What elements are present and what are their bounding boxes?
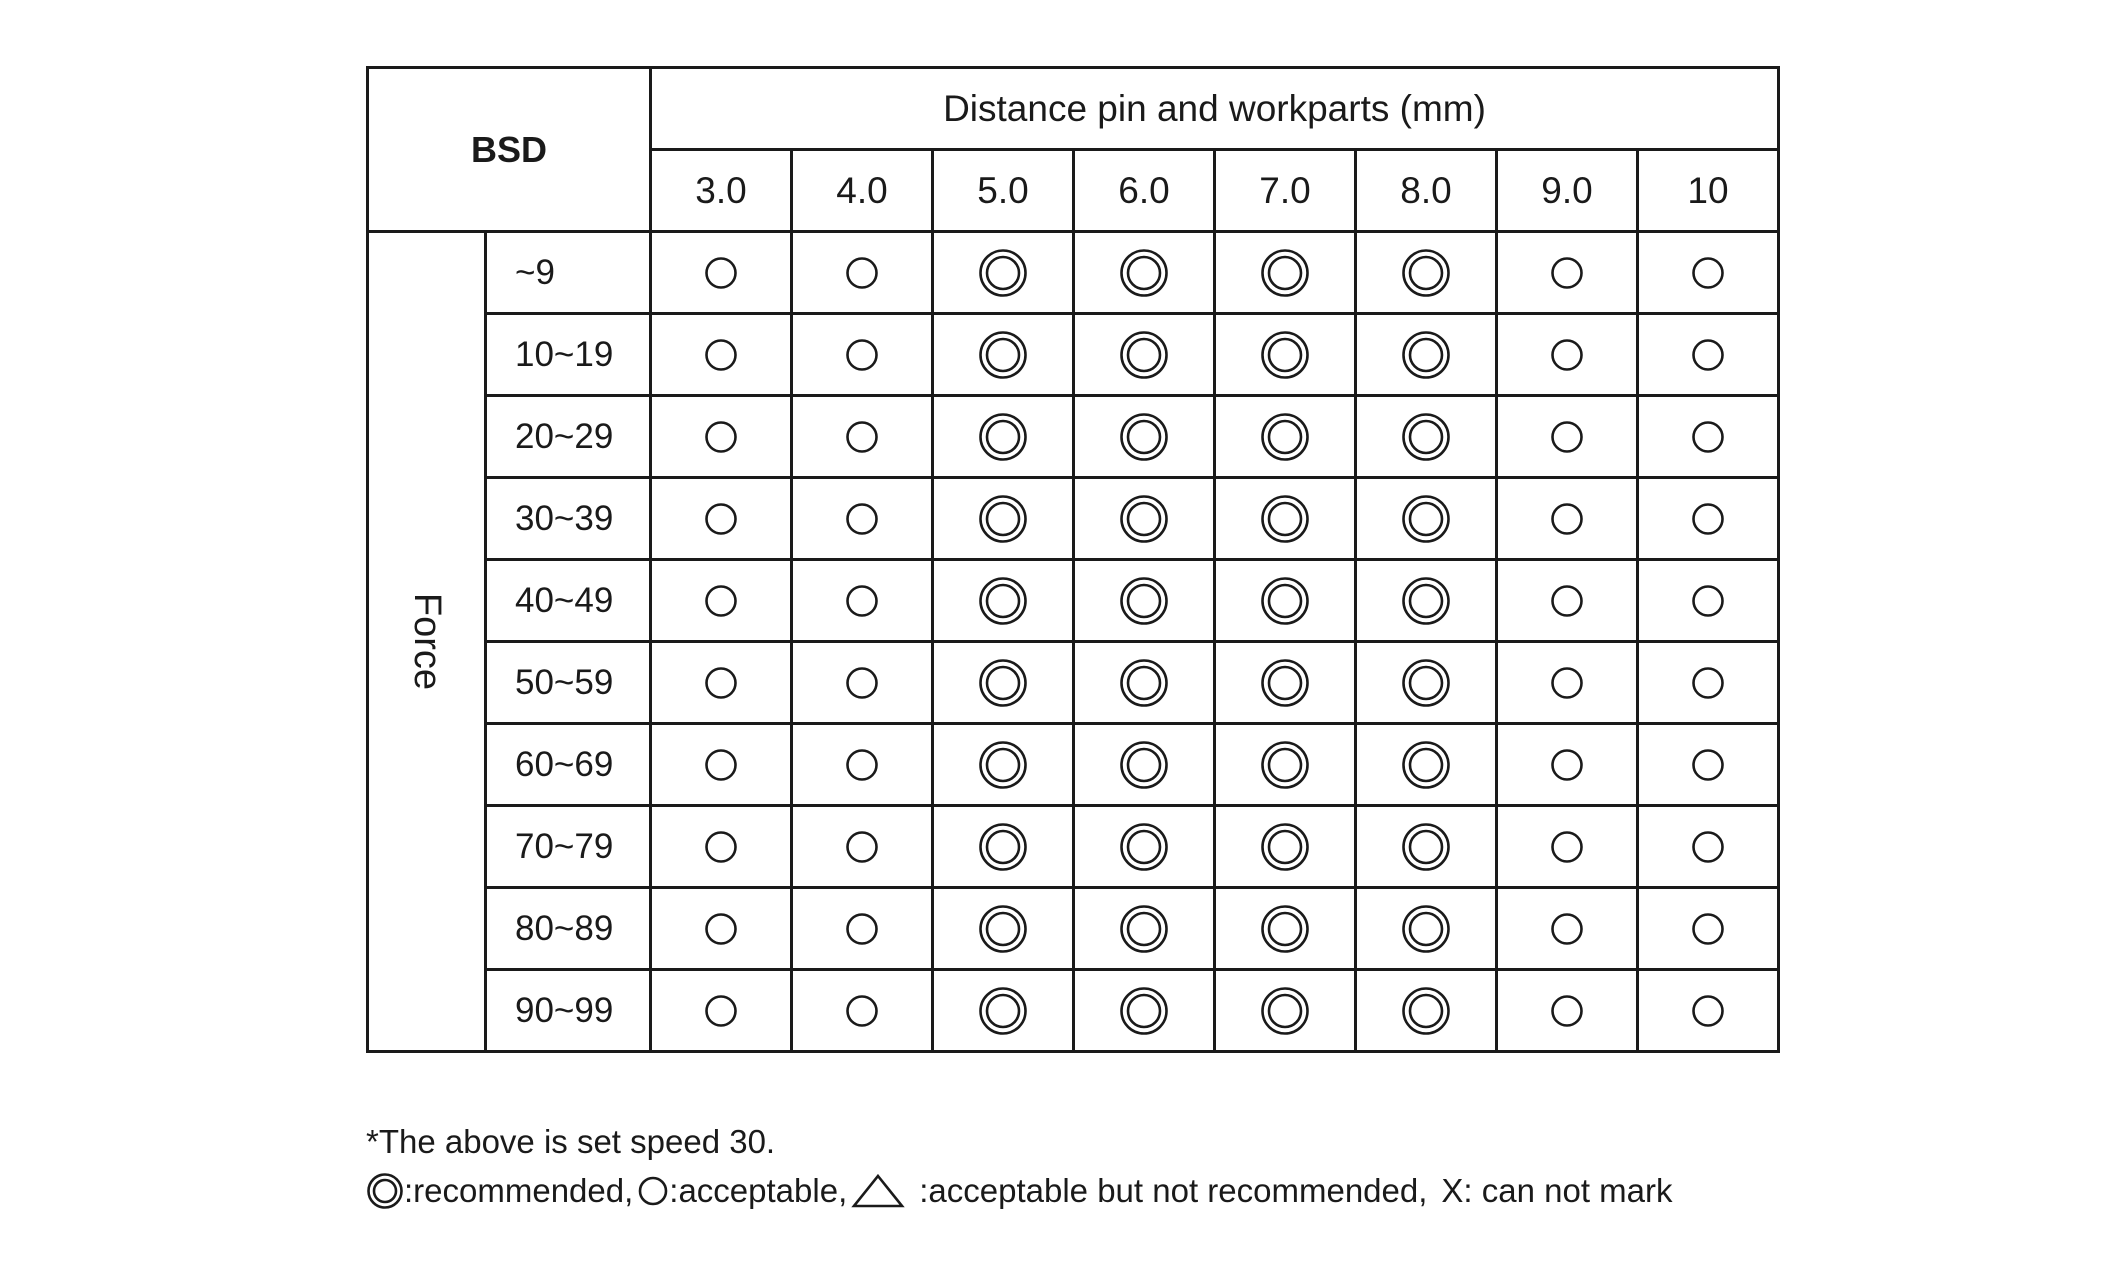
- mark-cell: [1356, 888, 1497, 970]
- circle-icon: [1690, 665, 1726, 701]
- mark-cell: [1638, 478, 1779, 560]
- double-circle-icon: [1118, 247, 1170, 299]
- table-row: [368, 314, 1779, 396]
- circle-icon: [1690, 337, 1726, 373]
- mark-cell: [651, 888, 792, 970]
- mark-cell: [792, 888, 933, 970]
- mark-cell: [1356, 560, 1497, 642]
- row-label: 80~89: [486, 888, 651, 970]
- circle-icon: [1549, 419, 1585, 455]
- double-circle-icon: [1400, 985, 1452, 1037]
- double-circle-icon: [1259, 739, 1311, 791]
- circle-icon: [703, 665, 739, 701]
- circle-icon: [1549, 829, 1585, 865]
- circle-icon: [844, 583, 880, 619]
- mark-cell: [651, 232, 792, 314]
- circle-icon: [1549, 501, 1585, 537]
- circle-icon: [1690, 583, 1726, 619]
- double-circle-icon: [1259, 411, 1311, 463]
- circle-icon: [844, 665, 880, 701]
- legend-recommended: :recommended,: [404, 1172, 634, 1209]
- mark-cell: [651, 396, 792, 478]
- double-circle-icon: [1118, 575, 1170, 627]
- double-circle-icon: [1118, 985, 1170, 1037]
- table-row: [368, 642, 1779, 724]
- mark-cell: [1356, 642, 1497, 724]
- circle-icon: [844, 911, 880, 947]
- mark-cell: [1638, 314, 1779, 396]
- circle-icon: [1549, 993, 1585, 1029]
- double-circle-icon: [1400, 247, 1452, 299]
- mark-cell: [1497, 232, 1638, 314]
- mark-cell: [1638, 396, 1779, 478]
- triangle-icon: [851, 1173, 905, 1209]
- circle-icon: [703, 337, 739, 373]
- mark-cell: [651, 560, 792, 642]
- mark-cell: [1356, 478, 1497, 560]
- column-header: 6.0: [1074, 150, 1215, 232]
- mark-cell: [1356, 724, 1497, 806]
- table-row: [368, 888, 1779, 970]
- legend-acceptable: :acceptable,: [669, 1172, 848, 1209]
- mark-cell: [1215, 478, 1356, 560]
- double-circle-icon: [1118, 903, 1170, 955]
- circle-icon: [703, 911, 739, 947]
- circle-icon: [844, 337, 880, 373]
- circle-icon: [1690, 911, 1726, 947]
- mark-cell: [1074, 970, 1215, 1052]
- mark-cell: [792, 232, 933, 314]
- mark-cell: [651, 806, 792, 888]
- mark-cell: [651, 314, 792, 396]
- mark-cell: [933, 560, 1074, 642]
- mark-cell: [792, 560, 933, 642]
- mark-cell: [1215, 970, 1356, 1052]
- circle-icon: [1549, 583, 1585, 619]
- circle-icon: [703, 747, 739, 783]
- column-header: 7.0: [1215, 150, 1356, 232]
- row-label: 20~29: [486, 396, 651, 478]
- mark-cell: [933, 806, 1074, 888]
- double-circle-icon: [977, 739, 1029, 791]
- circle-icon: [844, 255, 880, 291]
- mark-cell: [1356, 970, 1497, 1052]
- column-header: 9.0: [1497, 150, 1638, 232]
- mark-cell: [1497, 396, 1638, 478]
- double-circle-icon: [1118, 821, 1170, 873]
- column-header: 8.0: [1356, 150, 1497, 232]
- mark-cell: [1074, 314, 1215, 396]
- mark-cell: [792, 478, 933, 560]
- notes: [366, 1120, 1673, 1210]
- circle-icon: [844, 829, 880, 865]
- mark-cell: [651, 478, 792, 560]
- mark-cell: [1074, 724, 1215, 806]
- mark-cell: [1215, 396, 1356, 478]
- circle-icon: [1549, 255, 1585, 291]
- double-circle-icon: [1259, 575, 1311, 627]
- bsd-table: [366, 66, 1780, 1053]
- column-header: 4.0: [792, 150, 933, 232]
- double-circle-icon: [977, 247, 1029, 299]
- double-circle-icon: [977, 493, 1029, 545]
- double-circle-icon: [1259, 821, 1311, 873]
- circle-icon: [703, 829, 739, 865]
- double-circle-icon: [1400, 411, 1452, 463]
- circle-icon: [637, 1175, 669, 1207]
- double-circle-icon: [977, 657, 1029, 709]
- mark-cell: [1356, 232, 1497, 314]
- mark-cell: [1638, 970, 1779, 1052]
- mark-cell: [792, 724, 933, 806]
- double-circle-icon: [1400, 821, 1452, 873]
- double-circle-icon: [1118, 739, 1170, 791]
- mark-cell: [792, 806, 933, 888]
- mark-cell: [933, 970, 1074, 1052]
- mark-cell: [1356, 314, 1497, 396]
- circle-icon: [844, 993, 880, 1029]
- circle-icon: [703, 419, 739, 455]
- corner-label: BSD: [368, 68, 651, 232]
- circle-icon: [1690, 419, 1726, 455]
- table-row: [368, 232, 1779, 314]
- circle-icon: [703, 583, 739, 619]
- row-group-label: Force: [405, 592, 448, 691]
- mark-cell: [1215, 642, 1356, 724]
- mark-cell: [1074, 888, 1215, 970]
- double-circle-icon: [1259, 493, 1311, 545]
- mark-cell: [933, 314, 1074, 396]
- circle-icon: [703, 255, 739, 291]
- circle-icon: [1690, 993, 1726, 1029]
- mark-cell: [1356, 806, 1497, 888]
- circle-icon: [1549, 747, 1585, 783]
- double-circle-icon: [1400, 657, 1452, 709]
- mark-cell: [1638, 806, 1779, 888]
- legend: [366, 1172, 1673, 1210]
- mark-cell: [1497, 806, 1638, 888]
- row-label: 40~49: [486, 560, 651, 642]
- mark-cell: [1638, 560, 1779, 642]
- row-label: 50~59: [486, 642, 651, 724]
- double-circle-icon: [1118, 329, 1170, 381]
- mark-cell: [792, 970, 933, 1052]
- row-label: 60~69: [486, 724, 651, 806]
- double-circle-icon: [1400, 493, 1452, 545]
- double-circle-icon: [1118, 411, 1170, 463]
- double-circle-icon: [1259, 247, 1311, 299]
- mark-cell: [933, 724, 1074, 806]
- mark-cell: [651, 642, 792, 724]
- mark-cell: [792, 314, 933, 396]
- mark-cell: [1497, 970, 1638, 1052]
- legend-acceptable-not-recommended: :acceptable but not recommended,: [919, 1172, 1428, 1209]
- double-circle-icon: [1118, 657, 1170, 709]
- mark-cell: [933, 232, 1074, 314]
- mark-cell: [1215, 806, 1356, 888]
- mark-cell: [1215, 232, 1356, 314]
- row-group-cell: [368, 232, 486, 1052]
- double-circle-icon: [1400, 329, 1452, 381]
- circle-icon: [1549, 665, 1585, 701]
- circle-icon: [1690, 747, 1726, 783]
- mark-cell: [1497, 724, 1638, 806]
- legend-cannot-mark: X: can not mark: [1441, 1172, 1673, 1209]
- double-circle-icon: [977, 411, 1029, 463]
- row-label: 70~79: [486, 806, 651, 888]
- mark-cell: [1215, 888, 1356, 970]
- double-circle-icon: [977, 329, 1029, 381]
- mark-cell: [1356, 396, 1497, 478]
- mark-cell: [1497, 314, 1638, 396]
- row-label: 90~99: [486, 970, 651, 1052]
- circle-icon: [1690, 829, 1726, 865]
- circle-icon: [844, 501, 880, 537]
- mark-cell: [1497, 560, 1638, 642]
- table-row: [368, 478, 1779, 560]
- mark-cell: [651, 970, 792, 1052]
- double-circle-icon: [1400, 575, 1452, 627]
- mark-cell: [1074, 478, 1215, 560]
- column-header: 3.0: [651, 150, 792, 232]
- column-header: 5.0: [933, 150, 1074, 232]
- row-label: 30~39: [486, 478, 651, 560]
- mark-cell: [1074, 232, 1215, 314]
- column-header: 10: [1638, 150, 1779, 232]
- mark-cell: [1638, 642, 1779, 724]
- mark-cell: [1497, 478, 1638, 560]
- mark-cell: [1074, 396, 1215, 478]
- mark-cell: [933, 396, 1074, 478]
- mark-cell: [1074, 560, 1215, 642]
- circle-icon: [703, 501, 739, 537]
- mark-cell: [1638, 888, 1779, 970]
- double-circle-icon: [366, 1172, 404, 1210]
- mark-cell: [651, 724, 792, 806]
- circle-icon: [1549, 337, 1585, 373]
- table-row: [368, 396, 1779, 478]
- double-circle-icon: [1259, 657, 1311, 709]
- double-circle-icon: [1259, 903, 1311, 955]
- double-circle-icon: [1118, 493, 1170, 545]
- double-circle-icon: [977, 903, 1029, 955]
- double-circle-icon: [1259, 329, 1311, 381]
- mark-cell: [933, 888, 1074, 970]
- mark-cell: [1074, 806, 1215, 888]
- speed-note: *The above is set speed 30.: [366, 1123, 776, 1160]
- circle-icon: [703, 993, 739, 1029]
- mark-cell: [792, 396, 933, 478]
- circle-icon: [844, 747, 880, 783]
- mark-cell: [1638, 232, 1779, 314]
- mark-cell: [933, 642, 1074, 724]
- mark-cell: [1215, 560, 1356, 642]
- table-row: [368, 560, 1779, 642]
- row-label: 10~19: [486, 314, 651, 396]
- circle-icon: [1690, 501, 1726, 537]
- row-label: ~9: [486, 232, 651, 314]
- table-row: [368, 724, 1779, 806]
- mark-cell: [1497, 642, 1638, 724]
- mark-cell: [1497, 888, 1638, 970]
- mark-cell: [1215, 314, 1356, 396]
- mark-cell: [1638, 724, 1779, 806]
- mark-cell: [1074, 642, 1215, 724]
- circle-icon: [1549, 911, 1585, 947]
- mark-cell: [1215, 724, 1356, 806]
- double-circle-icon: [1259, 985, 1311, 1037]
- circle-icon: [1690, 255, 1726, 291]
- double-circle-icon: [1400, 903, 1452, 955]
- table-row: [368, 970, 1779, 1052]
- double-circle-icon: [1400, 739, 1452, 791]
- double-circle-icon: [977, 575, 1029, 627]
- table-row: [368, 806, 1779, 888]
- double-circle-icon: [977, 985, 1029, 1037]
- mark-cell: [933, 478, 1074, 560]
- column-group-label: Distance pin and workparts (mm): [651, 68, 1779, 150]
- circle-icon: [844, 419, 880, 455]
- mark-cell: [792, 642, 933, 724]
- double-circle-icon: [977, 821, 1029, 873]
